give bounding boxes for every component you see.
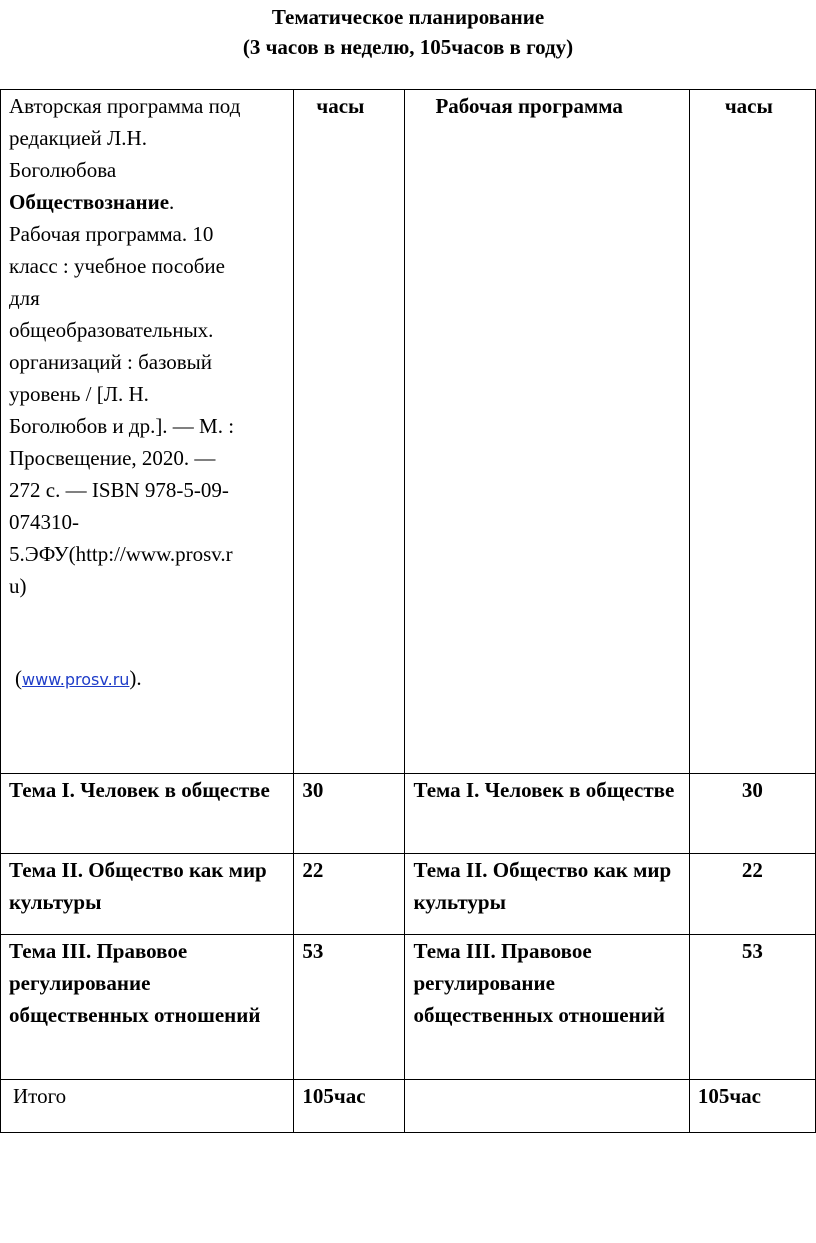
publisher-link[interactable]: www.prosv.ru [22, 670, 130, 689]
source-line: Боголюбов и др.]. — М. : [9, 414, 235, 438]
author-topic-cell: Тема I. Человек в обществе [1, 774, 294, 854]
table-header-row [1, 90, 816, 774]
source-line: для [9, 286, 40, 310]
planning-table [0, 89, 816, 1133]
total-row [1, 1080, 816, 1133]
source-line: общеобразовательных. [9, 318, 214, 342]
source-line: 272 с. — ISBN 978-5-09- [9, 478, 229, 502]
work-topic-cell: Тема I. Человек в обществе [405, 774, 689, 854]
source-line: Просвещение, 2020. — [9, 446, 216, 470]
page-title: Тематическое планирование [271, 5, 545, 29]
work-hours-cell: 53 [689, 935, 815, 1080]
hours-header-right: часы [689, 90, 815, 774]
page-subtitle: (3 часов в неделю, 105часов в году) [242, 35, 574, 59]
total-work-program-cell [405, 1080, 689, 1133]
link-close-paren: ). [129, 666, 142, 690]
source-line: 074310- [9, 510, 79, 534]
source-line: класс : учебное пособие [9, 254, 225, 278]
source-line: организаций : базовый [9, 350, 213, 374]
link-open-paren: ( [15, 666, 22, 690]
author-program-cell [1, 90, 294, 774]
work-program-header: Рабочая программа [405, 90, 689, 774]
author-hours-cell: 30 [294, 774, 405, 854]
table-row [1, 935, 816, 1080]
author-topic-cell: Тема II. Общество как мир культуры [1, 854, 294, 935]
work-topic-cell: Тема III. Правовое регулирование общественных отношений [405, 935, 689, 1080]
source-line: редакцией Л.Н. [9, 126, 147, 150]
source-line: u) [9, 574, 27, 598]
subject-suffix: . [169, 190, 175, 214]
author-hours-cell: 53 [294, 935, 405, 1080]
total-label-cell: Итого [1, 1080, 294, 1133]
source-line: Рабочая программа. 10 [9, 222, 214, 246]
source-line: Боголюбова [9, 158, 117, 182]
hours-header-left: часы [294, 90, 405, 774]
author-topic-cell: Тема III. Правовое регулирование общественных отношений [1, 935, 294, 1080]
total-work-hours-cell: 105час [689, 1080, 815, 1133]
source-line: 5.ЭФУ(http://www.prosv.r [9, 542, 233, 566]
table-row [1, 854, 816, 935]
total-author-hours-cell: 105час [294, 1080, 405, 1133]
subject-name: Обществознание [9, 190, 170, 214]
work-hours-cell: 30 [689, 774, 815, 854]
author-hours-cell: 22 [294, 854, 405, 935]
source-line: уровень / [Л. Н. [9, 382, 149, 406]
source-line: Авторская программа под [9, 94, 241, 118]
work-hours-cell: 22 [689, 854, 815, 935]
source-subject-line [9, 186, 285, 218]
work-topic-cell: Тема II. Общество как мир культуры [405, 854, 689, 935]
table-row [1, 774, 816, 854]
publisher-link-line [9, 662, 285, 696]
